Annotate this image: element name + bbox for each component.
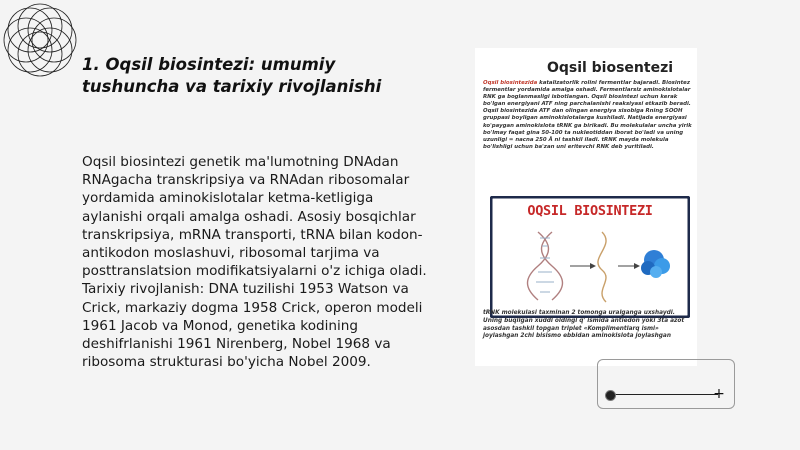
document-paragraph-2: tRNK molekulasi taxminan 2 tomonga uralganga uxshaydi. Uning buqilgan xuddi oldingi q' ismida antiedon yoki 3ta azot asosdan tashkil topgan triplet «Komplimentlarq ismi» joylashgan 2chi bisismo ebbidan aminokislota joylashgan: [483, 310, 685, 340]
document-title: Oqsil biosentezi: [546, 60, 674, 76]
slide-title: 1. Oqsil biosintezi: umumiy tushuncha va tarixiy rivojlanishi: [82, 55, 382, 96]
plus-icon[interactable]: +: [713, 386, 725, 402]
slide-body-text: Oqsil biosintezi genetik ma'lumotning DNAdan RNAgacha transkripsiya va RNAdan ribosomalar yordamida aminokislotalar ketma-ketligiga aylanishi orqali amalga oshadi. Asosiy bosqichlar transkripsiya, mRNA transporti, tRNA bilan kodon-antikodon moslashuvi, ribosomal tarjima va posttranslatsion modifikatsiyalarni o'z ichiga oladi. Tarixiy rivojlanish: DNA tuzilishi 1953 Watson va Crick, markaziy dogma 1958 Crick, operon modeli 1961 Jacob va Monod, genetika kodining deshifrlanishi 1961 Nirenberg, Nobel 1968 va ribosoma strukturasi bo'yicha Nobel 2009.: [82, 154, 427, 371]
document-paragraph-1-text: katalizatorlik rolini fermentlar bajaradi. Biosintez fermentlar yordamida amalga oshadi. Fermentlarsiz aminokislotalar RNK ga boglanmasligi isbotlangan. Oqsil biosintezi uchun kerak bo'lgan energiyani ATF ning parchalanishi reaksiyasi etkazib beradi. Oqsil biosintezida ATF dan olingan energiya xisobiga Rning SOOH gruppasi boyligan aminokislotalarga kushiladi. Natijada energiyasi ko'paygan aminokislota tRNK ga birikadi. Bu molekulalar uncha yirik bo'lmay faqat gina 50-100 ta nukleotiddan iborat bo'ladi va uning uzunligi = nacna 250 Å ni tashkil iladi. tRNK mayda molekula bo'lishligi uchun ba'zan uni eritevchi RNK deb yuritiladi.: [483, 80, 692, 150]
document-paragraph-1: [483, 80, 693, 151]
illustration-title: OQSIL BIOSINTEZI: [527, 203, 653, 219]
slider-track[interactable]: [610, 394, 718, 395]
document-paragraph-1-highlight: Oqsil biosintezida: [483, 80, 538, 86]
media-slider-panel[interactable]: [597, 359, 735, 409]
protein-synthesis-illustration: [490, 196, 690, 318]
slider-handle[interactable]: [605, 390, 616, 401]
document-image: [475, 48, 697, 366]
decorative-spirograph: [0, 0, 80, 80]
